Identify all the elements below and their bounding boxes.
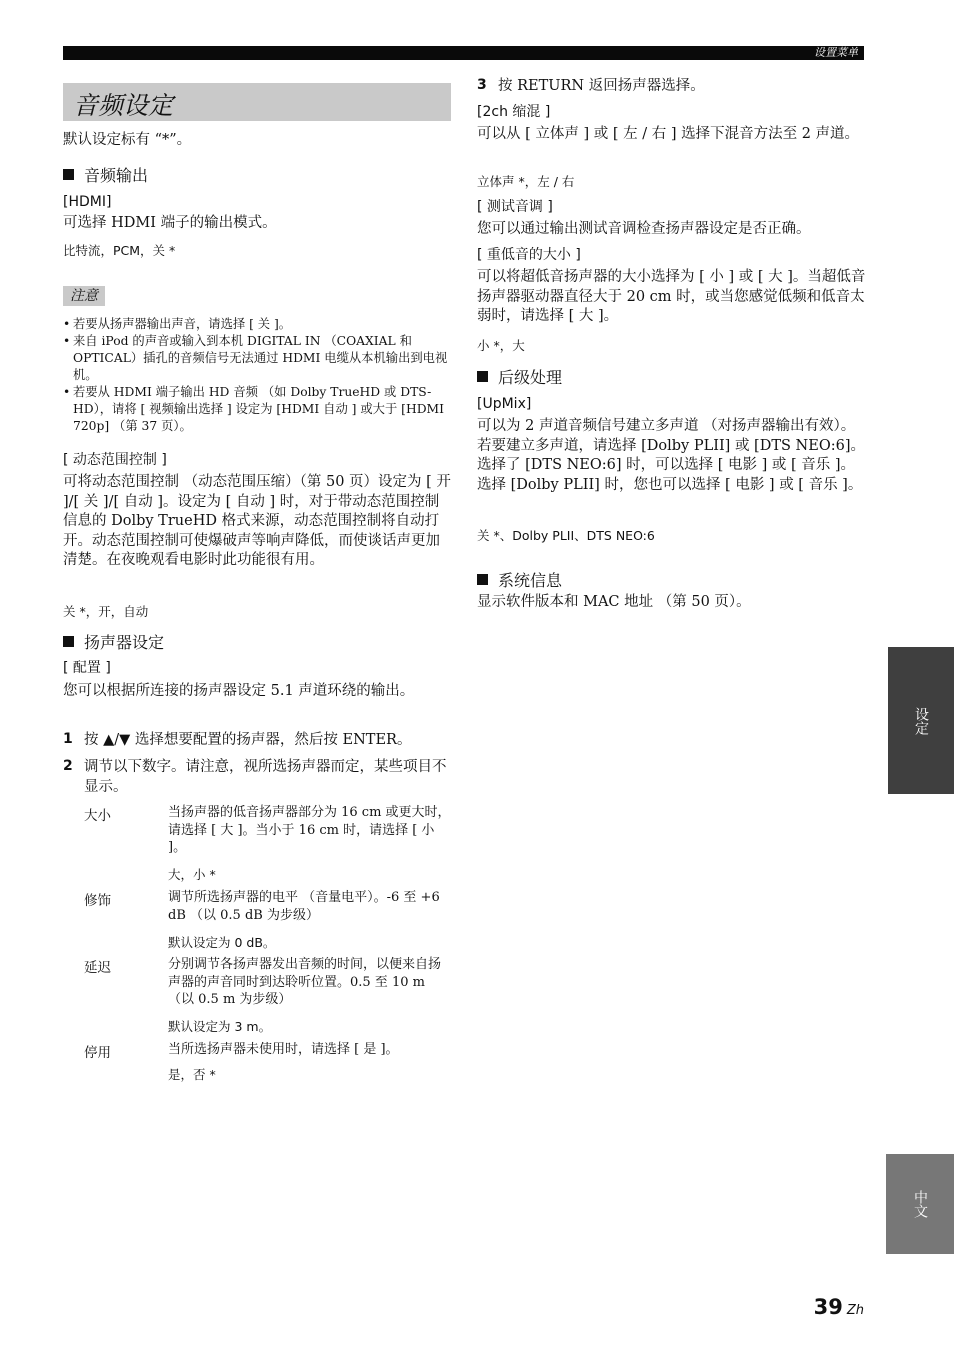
sysinfo-desc: 显示软件版本和 MAC 地址 （第 50 页）。 <box>477 594 751 610</box>
section-speaker: 扬声器设定 <box>63 633 164 653</box>
upmix-desc: 可以为 2 声道音频信号建立多声道 （对扬声器输出有效）。若要建立多声道，请选择 [Dolby PLII] 或 [DTS NEO:6]。选择了 [DTS NEO:6] 时，可以选择 [ 电影 ] 或 [ 音乐 ]。选择 [Dolby PLII] 时，您也可以选择 [ 电影 ] 或 [ 音乐 ]。 <box>477 418 865 493</box>
section-post-processing: 后级处理 <box>477 368 562 388</box>
row-label: 大小 <box>84 808 111 824</box>
drc-desc: 可将动态范围控制 （动态范围压缩）（第 50 页）设定为 [ 开 ]/[ 关 ]/[ 自动 ]。设定为 [ 自动 ] 时，对于带动态范围控制信息的 Dolby TrueHD 格式来源，动态范围控制将自动打开。动态范围控制可使爆破声等响声降低，而使谈话声更加清楚。在夜晚观看电影时此功能很有用。 <box>63 474 451 568</box>
row-option: 默认设定为 0 dB。 <box>168 935 276 950</box>
square-bullet-icon <box>477 574 488 585</box>
note-item: • 来自 iPod 的声音或输入到本机 DIGITAL IN （COAXIAL 和 OPTICAL）插孔的音频信号无法通过 HDMI 电缆从本机输出到电视机。 <box>63 333 451 384</box>
config-desc: 您可以根据所连接的扬声器设定 5.1 声道环绕的输出。 <box>63 683 415 699</box>
downmix-options: 立体声 *，左 / 右 <box>477 174 575 189</box>
drc-label: [ 动态范围控制 ] <box>63 452 167 468</box>
hdmi-desc: 可选择 HDMI 端子的输出模式。 <box>63 215 277 231</box>
row-desc: 调节所选扬声器的电平 （音量电平）。-6 至 +6 dB （以 0.5 dB 为步级） <box>168 890 440 923</box>
side-tab-language: 中文 <box>886 1154 954 1254</box>
row-option: 大，小 * <box>168 867 216 882</box>
row-option: 默认设定为 3 m。 <box>168 1019 272 1034</box>
sub-size-label: [ 重低音的大小 ] <box>477 247 581 263</box>
row-label: 延迟 <box>84 960 111 976</box>
hdmi-options: 比特流，PCM，关 * <box>63 243 176 258</box>
note-item: • 若要从 HDMI 端子输出 HD 音频 （如 Dolby TrueHD 或 DTS-HD），请将 [ 视频输出选择 ] 设定为 [HDMI 自动 ] 或大于 [HDMI 720p] （第 37 页）。 <box>63 384 451 435</box>
intro-text: 默认设定标有 “*”。 <box>63 132 192 148</box>
note-item: • 若要从扬声器输出声音，请选择 [ 关 ]。 <box>63 316 451 333</box>
step-number: 2 <box>63 758 73 774</box>
side-tab-settings: 设定 <box>888 647 954 794</box>
step-2-text: 调节以下数字。请注意，视所选扬声器而定，某些项目不显示。 <box>84 759 447 795</box>
note-label: 注意 <box>63 286 105 306</box>
sub-size-options: 小 *，大 <box>477 338 525 353</box>
header-label: 设置菜单 <box>814 46 858 59</box>
row-desc: 当扬声器的低音扬声器部分为 16 cm 或更大时，请选择 [ 大 ]。当小于 16 cm 时，请选择 [ 小 ]。 <box>168 805 451 855</box>
downmix-label: [2ch 缩混 ] <box>477 104 551 120</box>
section-system-info: 系统信息 <box>477 571 562 591</box>
page-title: 音频设定 <box>73 91 174 120</box>
downmix-desc: 可以从 [ 立体声 ] 或 [ 左 / 右 ] 选择下混音方法至 2 声道。 <box>477 126 860 142</box>
row-option: 是，否 * <box>168 1067 216 1082</box>
page-number: 39 Zh <box>813 1295 864 1319</box>
config-label: [ 配置 ] <box>63 660 111 676</box>
square-bullet-icon <box>477 371 488 382</box>
sub-size-desc: 可以将超低音扬声器的大小选择为 [ 小 ] 或 [ 大 ]。当超低音扬声器驱动器直径大于 20 cm 时，或当您感觉低频和低音太弱时，请选择 [ 大 ]。 <box>477 269 866 324</box>
step-number: 3 <box>477 77 487 93</box>
step-3-text: 按 RETURN 返回扬声器选择。 <box>498 78 705 94</box>
row-label: 停用 <box>84 1045 111 1061</box>
test-tone-desc: 您可以通过输出测试音调检查扬声器设定是否正确。 <box>477 221 811 237</box>
upmix-label: [UpMix] <box>477 396 532 412</box>
row-label: 修饰 <box>84 893 111 909</box>
note-list <box>63 316 451 435</box>
section-audio-output: 音频输出 <box>63 166 148 186</box>
row-desc: 当所选扬声器未使用时，请选择 [ 是 ]。 <box>168 1042 399 1057</box>
header-bar <box>63 46 864 60</box>
square-bullet-icon <box>63 636 74 647</box>
square-bullet-icon <box>63 169 74 180</box>
drc-options: 关 *，开，自动 <box>63 604 149 619</box>
upmix-options: 关 *、Dolby PLII、DTS NEO:6 <box>477 528 655 543</box>
hdmi-label: [HDMI] <box>63 194 112 210</box>
page-title-box <box>63 83 451 121</box>
step-number: 1 <box>63 731 73 747</box>
step-1-text: 按 ▲/▼ 选择想要配置的扬声器，然后按 ENTER。 <box>84 732 412 748</box>
row-desc: 分别调节各扬声器发出音频的时间，以便来自扬声器的声音同时到达聆听位置。0.5 至 10 m （以 0.5 m 为步级） <box>168 957 442 1007</box>
test-tone-label: [ 测试音调 ] <box>477 199 553 215</box>
